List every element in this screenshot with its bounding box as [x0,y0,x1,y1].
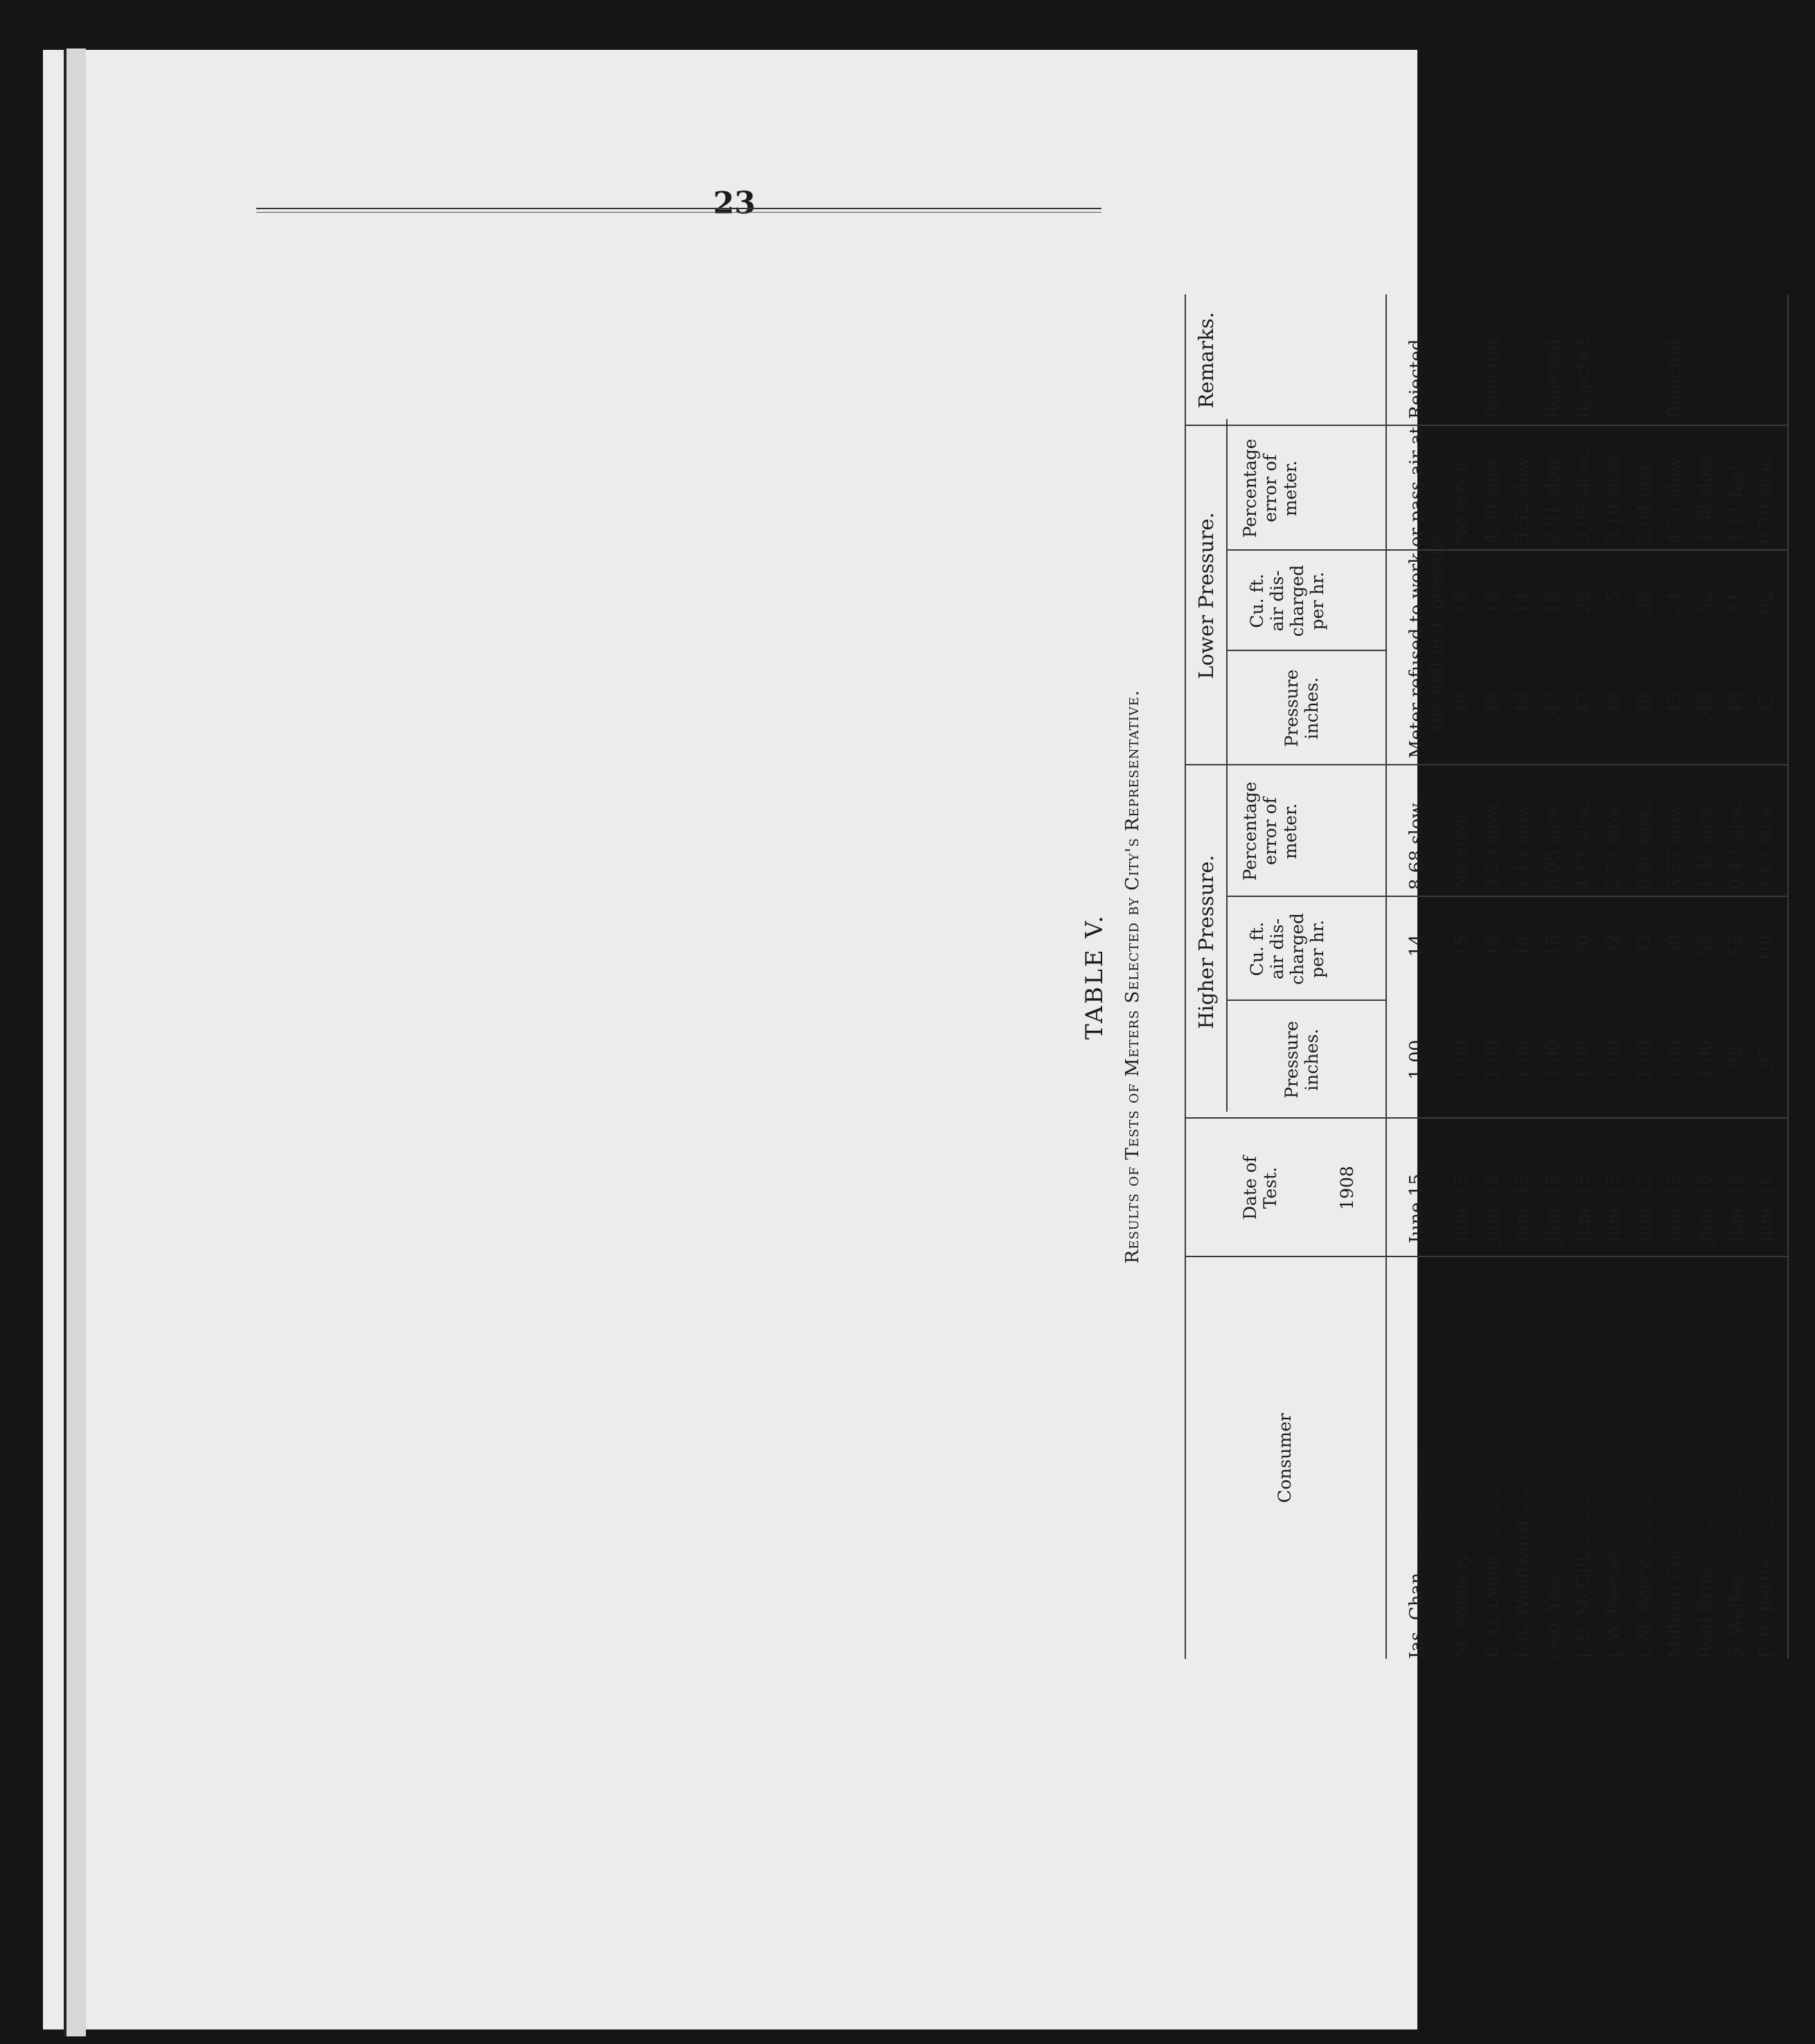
table-row-note [1427,294,1448,1659]
cell-consumer: Milburn Co............. [1665,1481,1685,1659]
cell-date: June 15.. [1665,1162,1685,1243]
cell-consumer: Reid Bros .............. [1695,1484,1716,1659]
table-row [1665,294,1685,1659]
cell-hp-error: 3.29 slow.. [1482,793,1503,890]
cell-hp-error: 1.67 slow.. [1756,793,1777,890]
top-rule-thin [256,212,1101,213]
cell-hp-error: 4.17 slow.. [1573,793,1594,890]
table-row [1756,294,1777,1659]
header-hp-pct-2: error of [1260,797,1280,865]
header-hp-pct-3: meter. [1280,803,1300,860]
cell-hp-error: No error.. [1451,801,1472,890]
cell-note-1: Meter refused to work or pass air at [1406,427,1427,758]
cell-remarks: Rejected. [1406,333,1427,419]
cell-lp-error: 3.05 slow.. [1573,447,1594,544]
cell-consumer: J. D. McGill........... [1573,1493,1594,1659]
cell-hp-error: 8.68 slow . [1406,791,1427,890]
cell-lp-cu: 28 [1634,591,1655,614]
cell-hp-pressure: .97 [1756,1045,1777,1074]
cell-lp-pressure: .48 [1695,692,1716,721]
cell-lp-cu: 51 [1726,591,1746,614]
table-title: TABLE V. [1081,914,1108,1040]
cell-lp-error: 1.38 slow.. [1695,447,1716,544]
header-hp-cu-4: per hr. [1307,920,1327,978]
cell-hp-pressure: 1.00 [1604,1040,1624,1080]
page-number: 23 [713,186,756,221]
header-lp-pct-3: meter. [1280,460,1300,517]
cell-lp-cu: 14 [1512,591,1533,614]
top-rule [256,208,1101,209]
header-higher-pressure: Higher Pressure. [1194,855,1218,1029]
cell-hp-error: 0.86 fast.. [1634,799,1655,890]
cell-hp-cu: 32 [1604,934,1624,957]
cell-hp-error: 1.13 slow.. [1512,793,1533,890]
group-header-rule [1226,419,1228,1112]
table-row-first [1406,294,1427,1659]
cell-lp-pressure: .48 [1604,692,1624,721]
cell-hp-pressure: 1.00 [1634,1040,1655,1080]
table-row [1573,294,1594,1659]
header-lower-pressure: Lower Pressure. [1194,512,1218,679]
header-hp-pct-1: Percentage [1240,781,1260,881]
cell-lp-cu: 16 [1543,591,1564,614]
cell-date: June 15.. [1604,1162,1624,1243]
cell-lp-pressure: .47 [1543,692,1564,721]
table-row [1726,294,1746,1659]
cell-hp-pressure: 1.00 [1543,1040,1564,1080]
table-row [1451,294,1472,1659]
cell-date: June 15.. [1634,1162,1655,1243]
cell-hp-cu: 30 [1665,934,1685,957]
cell-consumer: Geo. Yeo............. [1543,1506,1564,1659]
cell-lp-cu: 14 [1482,591,1503,614]
cell-hp-cu: 14 [1482,934,1503,957]
cell-hp-error: 1.48 slow.. [1695,793,1716,890]
cell-hp-cu: 14 [1406,934,1427,957]
header-lp-pressure-2: inches. [1302,677,1322,740]
cell-hp-pressure: 1.00 [1482,1040,1503,1080]
header-lp-cu-4: per hr. [1307,571,1327,630]
cell-hp-pressure: 1.00 [1512,1040,1533,1080]
cell-date: June 15.. [1482,1162,1503,1243]
cell-lp-cu: 26 [1573,591,1594,614]
cell-lp-pressure: .46 [1451,692,1472,721]
cell-hp-pressure: 1.00 [1665,1040,1685,1080]
cell-hp-error: 3.57 slow.. [1665,793,1685,890]
cell-hp-cu: 14 [1512,934,1533,957]
table-bottom-rule [1787,294,1789,1659]
header-lp-cu-3: charged [1287,565,1307,637]
cell-lp-pressure: .48 [1482,692,1503,721]
cell-lp-error: 0.70 slow.. [1756,447,1777,544]
cell-remarks: Rejected. [1543,333,1564,419]
cell-hp-pressure: 1.00 [1406,1040,1427,1080]
cell-hp-error: 0.40 slow.. [1726,793,1746,890]
header-consumer: Consumer [1275,1413,1295,1503]
table-subtitle: Results of Tests of Meters Selected by City's Representative. [1122,689,1143,1264]
cell-consumer: J. A. Woodward......... [1512,1468,1533,1659]
table-top-rule [1185,294,1186,1659]
cell-remarks: Rejected. [1665,333,1685,419]
cell-lp-error: No error.. [1451,454,1472,544]
cell-lp-pressure: .45 [1665,692,1685,721]
cell-consumer: F. R. Bettle ........... [1756,1489,1777,1659]
cell-lp-cu: 16 [1451,591,1472,614]
cell-lp-pressure: .48 [1634,692,1655,721]
table-row [1512,294,1533,1659]
cell-lp-error: 2.04 fast.. [1634,452,1655,544]
header-hp-pressure-1: Pressure [1282,1020,1302,1099]
cell-lp-error: 1.11 fast [1726,463,1746,544]
cell-hp-cu: 30 [1573,934,1594,957]
header-lp-pct-2: error of [1260,454,1280,522]
cell-lp-cu: 82 [1756,591,1777,614]
results-table [1178,294,1815,1659]
cell-note-2: the half-inch pressure. [1427,524,1448,731]
cell-hp-pressure: 1.00 [1451,1040,1472,1080]
cell-hp-pressure: 1.00 [1695,1040,1716,1080]
cell-lp-pressure: .45 [1756,692,1777,721]
table-row [1634,294,1655,1659]
cell-date: June 15.. [1573,1162,1594,1243]
cell-hp-cu: 15 [1451,934,1472,957]
cell-consumer: M. Soloway........... [1451,1492,1472,1659]
header-lp-pct-1: Percentage [1240,438,1260,538]
cell-consumer: E. G. Lynch ........... [1482,1485,1503,1659]
cell-date: June 15.. [1406,1162,1427,1243]
cell-consumer: Jas. Chan .................... [1406,1452,1427,1659]
header-bottom-rule [1385,294,1387,1659]
cell-lp-error: 3.10 slow.. [1604,447,1624,544]
cell-lp-pressure: .47 [1573,692,1594,721]
cell-hp-pressure: .98 [1726,1045,1746,1074]
cell-lp-error: 4.90 slow.. [1482,447,1503,544]
header-hp-cu-1: Cu. ft. [1247,921,1267,977]
cell-date: June 16.. [1726,1162,1746,1243]
cell-consumer: J. M. Percy............ [1634,1494,1655,1659]
cell-lp-cu: 52 [1695,591,1716,614]
header-hp-cu-3: charged [1287,913,1307,985]
cell-lp-pressure: .48 [1726,692,1746,721]
cell-date: June 15.. [1543,1162,1564,1243]
cell-hp-pressure: 1.00 [1573,1040,1594,1080]
cell-remarks: Rejected. [1573,333,1594,419]
header-year: 1908 [1337,1166,1357,1210]
header-date-2: Test. [1260,1166,1280,1209]
cell-lp-error: 4.71 slow.. [1665,447,1685,544]
header-hp-cu-2: air dis- [1267,918,1287,980]
cell-date: June 15.. [1512,1162,1533,1243]
cell-hp-cu: 106 [1756,928,1777,963]
table-row [1482,294,1503,1659]
cell-consumer: S. Walker .............. [1726,1486,1746,1659]
cell-remarks: Rejected. [1482,333,1503,419]
header-lp-pressure-1: Pressure [1282,669,1302,747]
table-row [1543,294,1564,1659]
rotated-table-block [1081,294,1815,1659]
book-spine [64,48,86,2036]
header-date-1: Date of [1240,1155,1260,1220]
cell-lp-error: 3.52 slow.. [1512,447,1533,544]
table-row [1604,294,1624,1659]
header-hp-pressure-2: inches. [1302,1029,1322,1091]
cell-lp-cu: 25 [1604,591,1624,614]
cell-hp-error: 2.72 slow.. [1604,793,1624,890]
cell-date: June 15.. [1451,1162,1472,1243]
cell-hp-cu: 32 [1634,934,1655,957]
cell-date: June 16.. [1695,1162,1716,1243]
cell-hp-cu: 54 [1695,934,1716,957]
cell-lp-cu: 24 [1665,591,1685,614]
header-lp-cu-1: Cu. ft. [1247,574,1267,628]
header-lp-cu-2: air dis- [1267,570,1287,632]
cell-lp-error: 2.91 slow.. [1543,447,1564,544]
cell-hp-cu: 15 [1543,934,1564,957]
cell-hp-cu: 55 [1726,934,1746,957]
table-row [1695,294,1716,1659]
cell-consumer: J. W. Reeves........... [1604,1486,1624,1659]
cell-date: June 16.. [1756,1162,1777,1243]
header-remarks: Remarks. [1194,312,1218,409]
cell-lp-pressure: .48 [1512,692,1533,721]
cell-hp-error: 8.05 slow.. [1543,793,1564,890]
